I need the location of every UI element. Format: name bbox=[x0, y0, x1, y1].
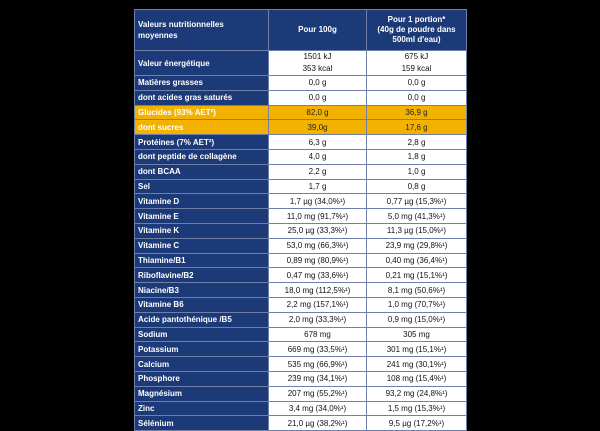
table-row bbox=[135, 386, 467, 401]
nutrient-label: Vitamine E bbox=[135, 209, 269, 224]
table-row bbox=[135, 283, 467, 298]
table-row bbox=[135, 90, 467, 105]
table-row bbox=[135, 312, 467, 327]
value-per-portion: 0,9 mg (15,0%¹) bbox=[367, 312, 467, 327]
nutrient-label: Glucides (93% AET²) bbox=[135, 105, 269, 120]
value-per-portion: 0,21 mg (15,1%¹) bbox=[367, 268, 467, 283]
value-per-100g: 0,0 g bbox=[269, 76, 367, 91]
header-nutrient: Valeurs nutritionnelles moyennes bbox=[135, 10, 269, 51]
value-per-portion: 1,5 mg (15,3%¹) bbox=[367, 401, 467, 416]
table-row bbox=[135, 297, 467, 312]
table-row bbox=[135, 149, 467, 164]
value-per-portion: 1,0 mg (70,7%¹) bbox=[367, 297, 467, 312]
nutrient-label: Vitamine K bbox=[135, 223, 269, 238]
value-line: 675 kJ bbox=[404, 52, 429, 61]
value-per-100g: 2,2 g bbox=[269, 164, 367, 179]
value-per-portion: 2,8 g bbox=[367, 135, 467, 150]
value-per-portion: 23,9 mg (29,8%¹) bbox=[367, 238, 467, 253]
nutrient-label: Potassium bbox=[135, 342, 269, 357]
table-row bbox=[135, 223, 467, 238]
nutrient-label: Magnésium bbox=[135, 386, 269, 401]
value-per-portion: 1,0 g bbox=[367, 164, 467, 179]
value-per-portion: 8,1 mg (50,6%¹) bbox=[367, 283, 467, 298]
table-row bbox=[135, 194, 467, 209]
value-per-100g: 207 mg (55,2%¹) bbox=[269, 386, 367, 401]
value-per-portion: 305 mg bbox=[367, 327, 467, 342]
nutrient-label: Matières grasses bbox=[135, 76, 269, 91]
value-per-100g: 2,2 mg (157,1%¹) bbox=[269, 297, 367, 312]
value-line: 1501 kJ bbox=[303, 52, 332, 61]
nutrient-label: Sodium bbox=[135, 327, 269, 342]
value-per-portion: 5,0 mg (41,3%¹) bbox=[367, 209, 467, 224]
table-row bbox=[135, 105, 467, 120]
nutrient-label: dont BCAA bbox=[135, 164, 269, 179]
value-line: 159 kcal bbox=[401, 64, 432, 73]
value-per-100g: 18,0 mg (112,5%¹) bbox=[269, 283, 367, 298]
value-per-100g: 82,0 g bbox=[269, 105, 367, 120]
value-per-portion: 0,77 µg (15,3%¹) bbox=[367, 194, 467, 209]
nutrient-label: dont acides gras saturés bbox=[135, 90, 269, 105]
nutrition-table-container bbox=[134, 9, 466, 431]
nutrient-label: Sélénium bbox=[135, 416, 269, 431]
table-row bbox=[135, 209, 467, 224]
nutrient-label: Vitamine D bbox=[135, 194, 269, 209]
value-per-portion: 11,3 µg (15,0%¹) bbox=[367, 223, 467, 238]
value-per-100g bbox=[269, 51, 367, 76]
table-row bbox=[135, 51, 467, 76]
table-row bbox=[135, 401, 467, 416]
nutrient-label: Zinc bbox=[135, 401, 269, 416]
value-per-portion: 17,6 g bbox=[367, 120, 467, 135]
table-row bbox=[135, 253, 467, 268]
nutrient-label: Thiamine/B1 bbox=[135, 253, 269, 268]
value-per-portion: 9,5 µg (17,2%¹) bbox=[367, 416, 467, 431]
nutrition-table bbox=[134, 9, 467, 431]
value-per-100g: 1,7 g bbox=[269, 179, 367, 194]
table-row bbox=[135, 120, 467, 135]
value-per-100g: 39,0g bbox=[269, 120, 367, 135]
value-per-100g: 0,89 mg (80,9%¹) bbox=[269, 253, 367, 268]
table-row bbox=[135, 179, 467, 194]
value-per-portion: 0,0 g bbox=[367, 76, 467, 91]
table-row bbox=[135, 268, 467, 283]
nutrient-label: Calcium bbox=[135, 357, 269, 372]
value-per-portion: 93,2 mg (24,8%¹) bbox=[367, 386, 467, 401]
table-row bbox=[135, 357, 467, 372]
value-per-portion: 108 mg (15,4%¹) bbox=[367, 371, 467, 386]
table-row bbox=[135, 164, 467, 179]
value-per-100g: 669 mg (33,5%¹) bbox=[269, 342, 367, 357]
value-per-100g: 0,0 g bbox=[269, 90, 367, 105]
value-per-100g: 0,47 mg (33,6%¹) bbox=[269, 268, 367, 283]
value-per-portion: 0,8 g bbox=[367, 179, 467, 194]
nutrient-label: dont sucres bbox=[135, 120, 269, 135]
nutrient-label: Phosphore bbox=[135, 371, 269, 386]
value-per-100g: 53,0 mg (66,3%¹) bbox=[269, 238, 367, 253]
table-row bbox=[135, 238, 467, 253]
value-per-portion: 301 mg (15,1%¹) bbox=[367, 342, 467, 357]
header-portion-note: (40g de poudre dans 500ml d'eau) bbox=[377, 25, 456, 44]
value-per-portion: 0,0 g bbox=[367, 90, 467, 105]
nutrient-label: dont peptide de collagène bbox=[135, 149, 269, 164]
value-per-portion: 0,40 mg (36,4%¹) bbox=[367, 253, 467, 268]
nutrient-label: Valeur énergétique bbox=[135, 51, 269, 76]
header-per-100g: Pour 100g bbox=[269, 10, 367, 51]
table-row bbox=[135, 76, 467, 91]
value-per-100g: 535 mg (66,9%¹) bbox=[269, 357, 367, 372]
table-row bbox=[135, 135, 467, 150]
value-per-100g: 1,7 µg (34,0%¹) bbox=[269, 194, 367, 209]
table-row bbox=[135, 342, 467, 357]
value-per-100g: 239 mg (34,1%¹) bbox=[269, 371, 367, 386]
value-per-100g: 21,0 µg (38,2%¹) bbox=[269, 416, 367, 431]
value-per-portion: 36,9 g bbox=[367, 105, 467, 120]
table-row bbox=[135, 416, 467, 431]
nutrient-label: Sel bbox=[135, 179, 269, 194]
value-per-100g: 25,0 µg (33,3%¹) bbox=[269, 223, 367, 238]
value-per-100g: 6,3 g bbox=[269, 135, 367, 150]
nutrient-label: Vitamine B6 bbox=[135, 297, 269, 312]
value-per-portion: 1,8 g bbox=[367, 149, 467, 164]
table-header-row bbox=[135, 10, 467, 51]
header-per-portion bbox=[367, 10, 467, 51]
value-per-100g: 11,0 mg (91,7%¹) bbox=[269, 209, 367, 224]
value-per-100g: 4,0 g bbox=[269, 149, 367, 164]
nutrient-label: Vitamine C bbox=[135, 238, 269, 253]
table-body bbox=[135, 51, 467, 431]
value-line: 353 kcal bbox=[302, 64, 333, 73]
value-per-portion bbox=[367, 51, 467, 76]
value-per-portion: 241 mg (30,1%¹) bbox=[367, 357, 467, 372]
header-portion-title: Pour 1 portion* bbox=[387, 15, 446, 24]
nutrient-label: Niacine/B3 bbox=[135, 283, 269, 298]
table-row bbox=[135, 371, 467, 386]
nutrient-label: Protéines (7% AET²) bbox=[135, 135, 269, 150]
value-per-100g: 2,0 mg (33,3%¹) bbox=[269, 312, 367, 327]
table-row bbox=[135, 327, 467, 342]
value-per-100g: 3,4 mg (34,0%¹) bbox=[269, 401, 367, 416]
value-per-100g: 678 mg bbox=[269, 327, 367, 342]
nutrient-label: Acide pantothénique /B5 bbox=[135, 312, 269, 327]
nutrient-label: Riboflavine/B2 bbox=[135, 268, 269, 283]
